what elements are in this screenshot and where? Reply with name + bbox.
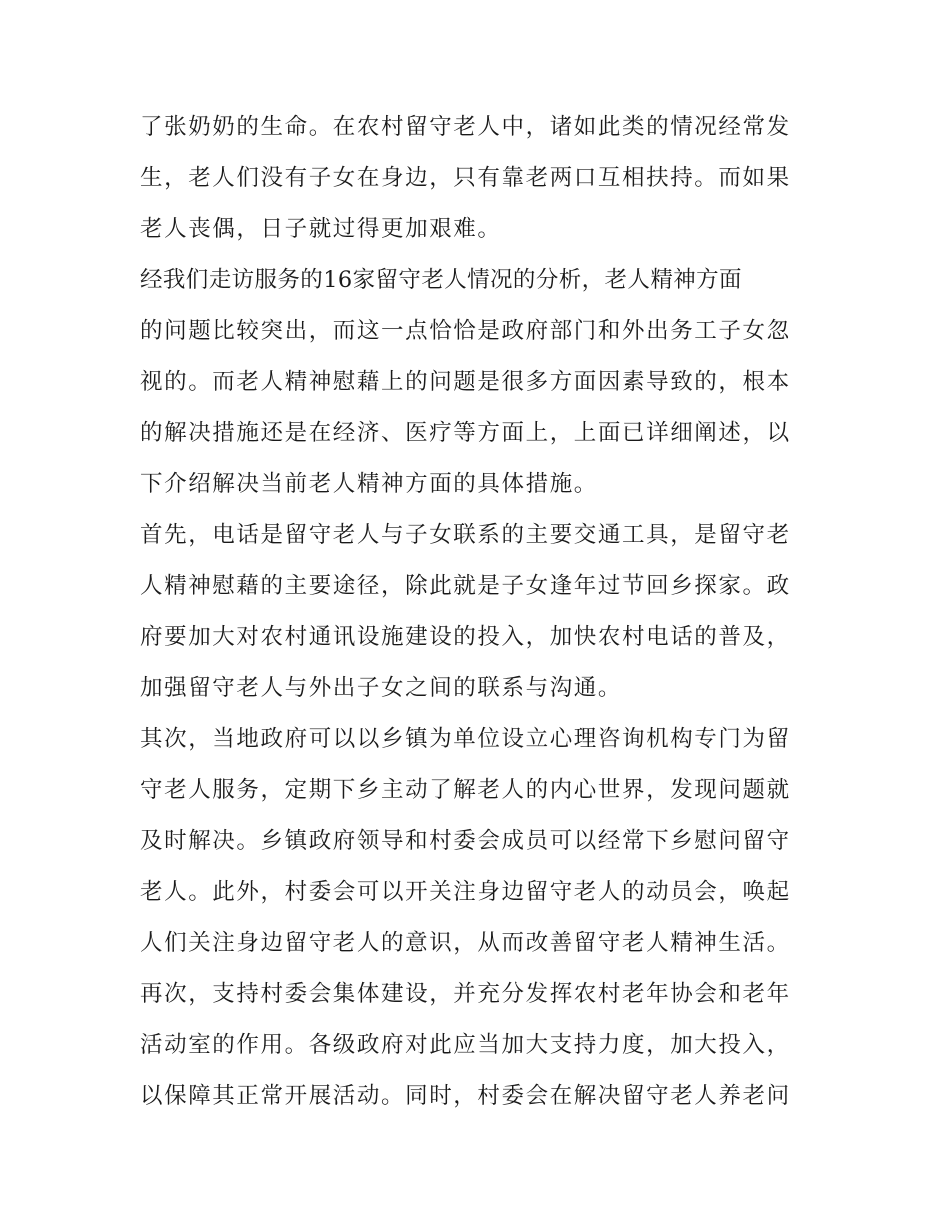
text-line: 再次，支持村委会集体建设，并充分发挥农村老年协会和老年 xyxy=(140,981,791,1007)
text-line: 以保障其正常开展活动。同时，村委会在解决留守老人养老问 xyxy=(140,1083,791,1109)
text-line: 其次，当地政府可以以乡镇为单位设立心理咨询机构专门为留 xyxy=(140,726,791,752)
text-line: 生，老人们没有子女在身边，只有靠老两口互相扶持。而如果 xyxy=(140,165,791,191)
text-line: 及时解决。乡镇政府领导和村委会成员可以经常下乡慰问留守 xyxy=(140,828,791,854)
text-line: 视的。而老人精神慰藉上的问题是很多方面因素导致的，根本 xyxy=(140,369,791,395)
text-line: 府要加大对农村通讯设施建设的投入，加快农村电话的普及， xyxy=(140,624,791,650)
text-line: 人精神慰藉的主要途径，除此就是子女逢年过节回乡探家。政 xyxy=(140,573,791,599)
text-line: 老人。此外，村委会可以开关注身边留守老人的动员会，唤起 xyxy=(140,879,791,905)
text-line: 老人丧偶，日子就过得更加艰难。 xyxy=(140,216,502,242)
text-line: 加强留守老人与外出子女之间的联系与沟通。 xyxy=(140,675,623,701)
text-line: 经我们走访服务的16家留守老人情况的分析，老人精神方面 xyxy=(140,267,742,293)
text-line: 的问题比较突出，而这一点恰恰是政府部门和外出务工子女忽 xyxy=(140,318,791,344)
text-line: 活动室的作用。各级政府对此应当加大支持力度，加大投入， xyxy=(140,1032,791,1058)
text-line: 下介绍解决当前老人精神方面的具体措施。 xyxy=(140,471,598,497)
text-line: 人们关注身边留守老人的意识，从而改善留守老人精神生活。 xyxy=(140,930,791,956)
text-line: 了张奶奶的生命。在农村留守老人中，诸如此类的情况经常发 xyxy=(140,114,791,140)
text-line: 守老人服务，定期下乡主动了解老人的内心世界，发现问题就 xyxy=(140,777,791,803)
text-line: 的解决措施还是在经济、医疗等方面上，上面已详细阐述，以 xyxy=(140,420,791,446)
body-text xyxy=(140,102,820,1122)
text-line: 首先，电话是留守老人与子女联系的主要交通工具，是留守老 xyxy=(140,522,791,548)
